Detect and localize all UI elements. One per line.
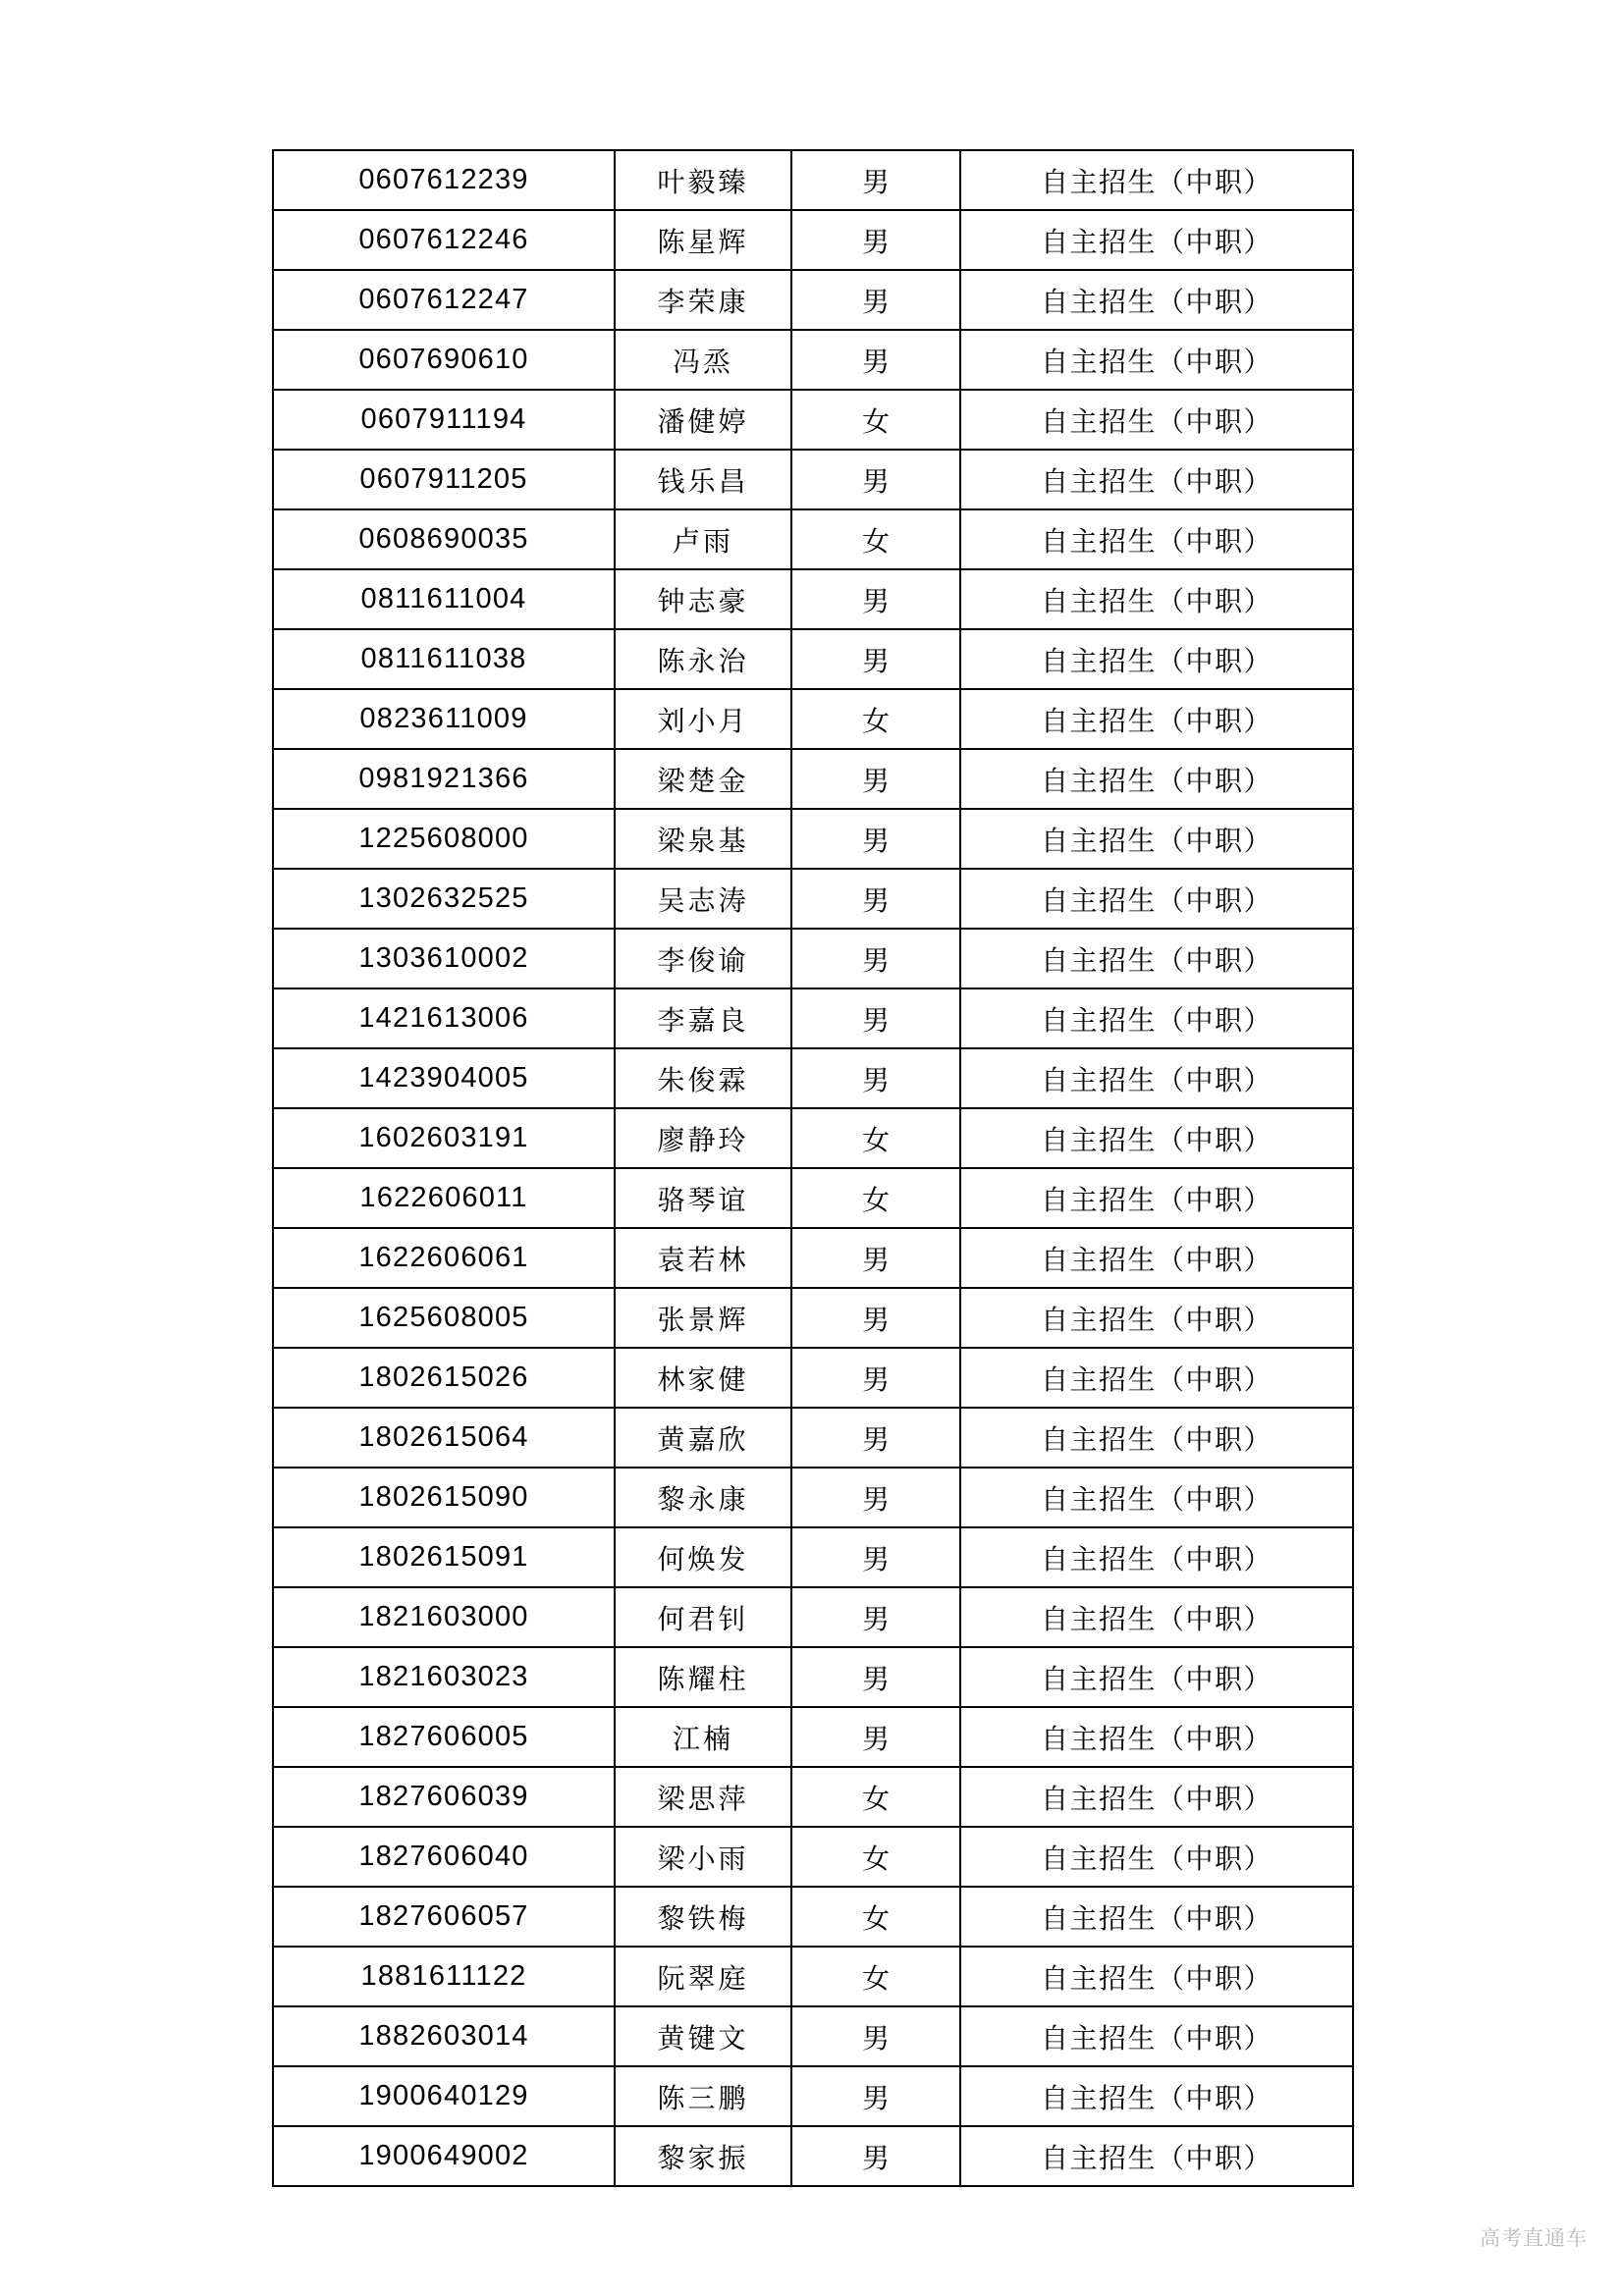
- table-row: [273, 1228, 1353, 1288]
- cell-admission-type: 自主招生（中职）: [960, 1348, 1353, 1408]
- cell-candidate-name: 李荣康: [615, 270, 791, 330]
- table-row: [273, 330, 1353, 390]
- cell-candidate-gender: 男: [791, 330, 960, 390]
- table-row: [273, 1947, 1353, 2006]
- cell-candidate-name: 朱俊霖: [615, 1048, 791, 1108]
- cell-admission-type: 自主招生（中职）: [960, 689, 1353, 749]
- table-row: [273, 1887, 1353, 1947]
- cell-admission-type: 自主招生（中职）: [960, 1168, 1353, 1228]
- cell-candidate-gender: 女: [791, 1887, 960, 1947]
- cell-candidate-gender: 男: [791, 450, 960, 509]
- cell-candidate-id: 1821603000: [273, 1587, 615, 1647]
- cell-candidate-id: 1802615064: [273, 1408, 615, 1468]
- cell-candidate-id: 1802615090: [273, 1468, 615, 1527]
- cell-candidate-name: 吴志涛: [615, 869, 791, 929]
- cell-admission-type: 自主招生（中职）: [960, 869, 1353, 929]
- cell-admission-type: 自主招生（中职）: [960, 1408, 1353, 1468]
- cell-candidate-name: 黎家振: [615, 2126, 791, 2186]
- table-row: [273, 390, 1353, 450]
- cell-admission-type: 自主招生（中职）: [960, 629, 1353, 689]
- cell-admission-type: 自主招生（中职）: [960, 390, 1353, 450]
- cell-admission-type: 自主招生（中职）: [960, 509, 1353, 569]
- cell-candidate-gender: 女: [791, 689, 960, 749]
- cell-candidate-name: 梁小雨: [615, 1827, 791, 1887]
- table-row: [273, 1527, 1353, 1587]
- cell-candidate-id: 1827606040: [273, 1827, 615, 1887]
- table-row: [273, 450, 1353, 509]
- cell-candidate-id: 1900640129: [273, 2066, 615, 2126]
- cell-candidate-name: 叶毅臻: [615, 150, 791, 210]
- table-row: [273, 1827, 1353, 1887]
- cell-candidate-name: 梁思萍: [615, 1767, 791, 1827]
- cell-candidate-id: 0811611004: [273, 569, 615, 629]
- cell-candidate-id: 1900649002: [273, 2126, 615, 2186]
- cell-candidate-id: 1802615026: [273, 1348, 615, 1408]
- cell-admission-type: 自主招生（中职）: [960, 270, 1353, 330]
- cell-candidate-name: 冯烝: [615, 330, 791, 390]
- cell-candidate-id: 1622606011: [273, 1168, 615, 1228]
- table-row: [273, 569, 1353, 629]
- cell-candidate-name: 刘小月: [615, 689, 791, 749]
- cell-candidate-id: 0823611009: [273, 689, 615, 749]
- cell-candidate-id: 1421613006: [273, 988, 615, 1048]
- table-row: [273, 1288, 1353, 1348]
- cell-candidate-id: 1827606005: [273, 1707, 615, 1767]
- table-row: [273, 1168, 1353, 1228]
- cell-candidate-id: 0607612247: [273, 270, 615, 330]
- cell-admission-type: 自主招生（中职）: [960, 1108, 1353, 1168]
- cell-candidate-id: 0607690610: [273, 330, 615, 390]
- admission-roster-table: [272, 149, 1354, 2187]
- cell-candidate-name: 黄键文: [615, 2006, 791, 2066]
- roster-table-container: [272, 149, 1352, 2187]
- table-row: [273, 509, 1353, 569]
- cell-admission-type: 自主招生（中职）: [960, 1827, 1353, 1887]
- cell-candidate-gender: 男: [791, 1228, 960, 1288]
- table-row: [273, 929, 1353, 988]
- cell-candidate-gender: 男: [791, 869, 960, 929]
- cell-admission-type: 自主招生（中职）: [960, 2066, 1353, 2126]
- cell-candidate-name: 陈三鹏: [615, 2066, 791, 2126]
- cell-candidate-gender: 男: [791, 749, 960, 809]
- cell-candidate-gender: 男: [791, 1527, 960, 1587]
- cell-candidate-name: 何君钊: [615, 1587, 791, 1647]
- cell-candidate-id: 0981921366: [273, 749, 615, 809]
- cell-admission-type: 自主招生（中职）: [960, 1048, 1353, 1108]
- cell-admission-type: 自主招生（中职）: [960, 150, 1353, 210]
- cell-candidate-id: 1625608005: [273, 1288, 615, 1348]
- cell-candidate-name: 阮翠庭: [615, 1947, 791, 2006]
- cell-candidate-id: 0608690035: [273, 509, 615, 569]
- cell-admission-type: 自主招生（中职）: [960, 1587, 1353, 1647]
- cell-candidate-gender: 男: [791, 2006, 960, 2066]
- cell-candidate-name: 梁楚金: [615, 749, 791, 809]
- cell-candidate-gender: 男: [791, 1707, 960, 1767]
- cell-admission-type: 自主招生（中职）: [960, 210, 1353, 270]
- cell-candidate-id: 1302632525: [273, 869, 615, 929]
- cell-candidate-name: 黎铁梅: [615, 1887, 791, 1947]
- cell-admission-type: 自主招生（中职）: [960, 569, 1353, 629]
- cell-candidate-gender: 男: [791, 1408, 960, 1468]
- table-row: [273, 689, 1353, 749]
- cell-candidate-name: 黎永康: [615, 1468, 791, 1527]
- cell-candidate-name: 江楠: [615, 1707, 791, 1767]
- cell-candidate-gender: 女: [791, 1168, 960, 1228]
- cell-candidate-name: 张景辉: [615, 1288, 791, 1348]
- table-row: [273, 629, 1353, 689]
- cell-candidate-gender: 女: [791, 1108, 960, 1168]
- cell-candidate-id: 1821603023: [273, 1647, 615, 1707]
- cell-candidate-name: 梁泉基: [615, 809, 791, 869]
- cell-admission-type: 自主招生（中职）: [960, 929, 1353, 988]
- cell-admission-type: 自主招生（中职）: [960, 1647, 1353, 1707]
- table-row: [273, 150, 1353, 210]
- cell-candidate-name: 林家健: [615, 1348, 791, 1408]
- cell-candidate-name: 钟志豪: [615, 569, 791, 629]
- cell-candidate-name: 卢雨: [615, 509, 791, 569]
- cell-candidate-id: 1602603191: [273, 1108, 615, 1168]
- table-row: [273, 1048, 1353, 1108]
- table-row: [273, 809, 1353, 869]
- cell-candidate-id: 1622606061: [273, 1228, 615, 1288]
- cell-candidate-gender: 男: [791, 1587, 960, 1647]
- cell-candidate-gender: 男: [791, 988, 960, 1048]
- cell-admission-type: 自主招生（中职）: [960, 1468, 1353, 1527]
- cell-candidate-id: 1882603014: [273, 2006, 615, 2066]
- table-row: [273, 210, 1353, 270]
- cell-candidate-name: 骆琴谊: [615, 1168, 791, 1228]
- table-row: [273, 2006, 1353, 2066]
- cell-candidate-id: 1303610002: [273, 929, 615, 988]
- cell-candidate-name: 何焕发: [615, 1527, 791, 1587]
- cell-candidate-gender: 男: [791, 270, 960, 330]
- cell-candidate-name: 潘健婷: [615, 390, 791, 450]
- cell-admission-type: 自主招生（中职）: [960, 1707, 1353, 1767]
- cell-candidate-id: 1802615091: [273, 1527, 615, 1587]
- cell-candidate-id: 1827606057: [273, 1887, 615, 1947]
- cell-admission-type: 自主招生（中职）: [960, 809, 1353, 869]
- cell-admission-type: 自主招生（中职）: [960, 749, 1353, 809]
- cell-candidate-name: 陈耀柱: [615, 1647, 791, 1707]
- cell-candidate-id: 1423904005: [273, 1048, 615, 1108]
- cell-admission-type: 自主招生（中职）: [960, 2126, 1353, 2186]
- roster-table-body: [273, 150, 1353, 2186]
- cell-candidate-gender: 男: [791, 569, 960, 629]
- cell-candidate-gender: 男: [791, 629, 960, 689]
- cell-candidate-gender: 女: [791, 1827, 960, 1887]
- table-row: [273, 1108, 1353, 1168]
- cell-candidate-gender: 男: [791, 1048, 960, 1108]
- cell-candidate-id: 0607911194: [273, 390, 615, 450]
- cell-candidate-name: 李嘉良: [615, 988, 791, 1048]
- cell-candidate-name: 李俊谕: [615, 929, 791, 988]
- cell-admission-type: 自主招生（中职）: [960, 2006, 1353, 2066]
- cell-candidate-id: 1225608000: [273, 809, 615, 869]
- cell-candidate-name: 黄嘉欣: [615, 1408, 791, 1468]
- cell-candidate-gender: 男: [791, 929, 960, 988]
- cell-candidate-gender: 男: [791, 1468, 960, 1527]
- cell-admission-type: 自主招生（中职）: [960, 1228, 1353, 1288]
- table-row: [273, 2126, 1353, 2186]
- cell-candidate-gender: 男: [791, 1288, 960, 1348]
- cell-candidate-name: 袁若林: [615, 1228, 791, 1288]
- cell-candidate-id: 1827606039: [273, 1767, 615, 1827]
- cell-candidate-id: 0607612239: [273, 150, 615, 210]
- watermark: 高考直通车: [1480, 2226, 1588, 2250]
- cell-admission-type: 自主招生（中职）: [960, 1887, 1353, 1947]
- cell-candidate-gender: 男: [791, 150, 960, 210]
- cell-candidate-name: 陈永治: [615, 629, 791, 689]
- cell-candidate-gender: 男: [791, 210, 960, 270]
- cell-candidate-gender: 男: [791, 2126, 960, 2186]
- cell-candidate-gender: 女: [791, 509, 960, 569]
- cell-admission-type: 自主招生（中职）: [960, 450, 1353, 509]
- cell-admission-type: 自主招生（中职）: [960, 1527, 1353, 1587]
- table-row: [273, 270, 1353, 330]
- table-row: [273, 1468, 1353, 1527]
- cell-candidate-name: 钱乐昌: [615, 450, 791, 509]
- table-row: [273, 988, 1353, 1048]
- cell-admission-type: 自主招生（中职）: [960, 1288, 1353, 1348]
- cell-candidate-id: 0607911205: [273, 450, 615, 509]
- cell-candidate-id: 0811611038: [273, 629, 615, 689]
- cell-candidate-gender: 男: [791, 809, 960, 869]
- table-row: [273, 749, 1353, 809]
- cell-candidate-gender: 男: [791, 2066, 960, 2126]
- cell-candidate-gender: 男: [791, 1348, 960, 1408]
- cell-admission-type: 自主招生（中职）: [960, 1767, 1353, 1827]
- table-row: [273, 1647, 1353, 1707]
- table-row: [273, 1587, 1353, 1647]
- cell-candidate-id: 1881611122: [273, 1947, 615, 2006]
- table-row: [273, 1707, 1353, 1767]
- cell-candidate-gender: 男: [791, 1647, 960, 1707]
- cell-admission-type: 自主招生（中职）: [960, 988, 1353, 1048]
- cell-admission-type: 自主招生（中职）: [960, 330, 1353, 390]
- table-row: [273, 1408, 1353, 1468]
- cell-candidate-name: 陈星辉: [615, 210, 791, 270]
- table-row: [273, 869, 1353, 929]
- cell-admission-type: 自主招生（中职）: [960, 1947, 1353, 2006]
- cell-candidate-gender: 女: [791, 1947, 960, 2006]
- table-row: [273, 1767, 1353, 1827]
- cell-candidate-name: 廖静玲: [615, 1108, 791, 1168]
- cell-candidate-id: 0607612246: [273, 210, 615, 270]
- cell-candidate-gender: 女: [791, 1767, 960, 1827]
- table-row: [273, 1348, 1353, 1408]
- table-row: [273, 2066, 1353, 2126]
- cell-candidate-gender: 女: [791, 390, 960, 450]
